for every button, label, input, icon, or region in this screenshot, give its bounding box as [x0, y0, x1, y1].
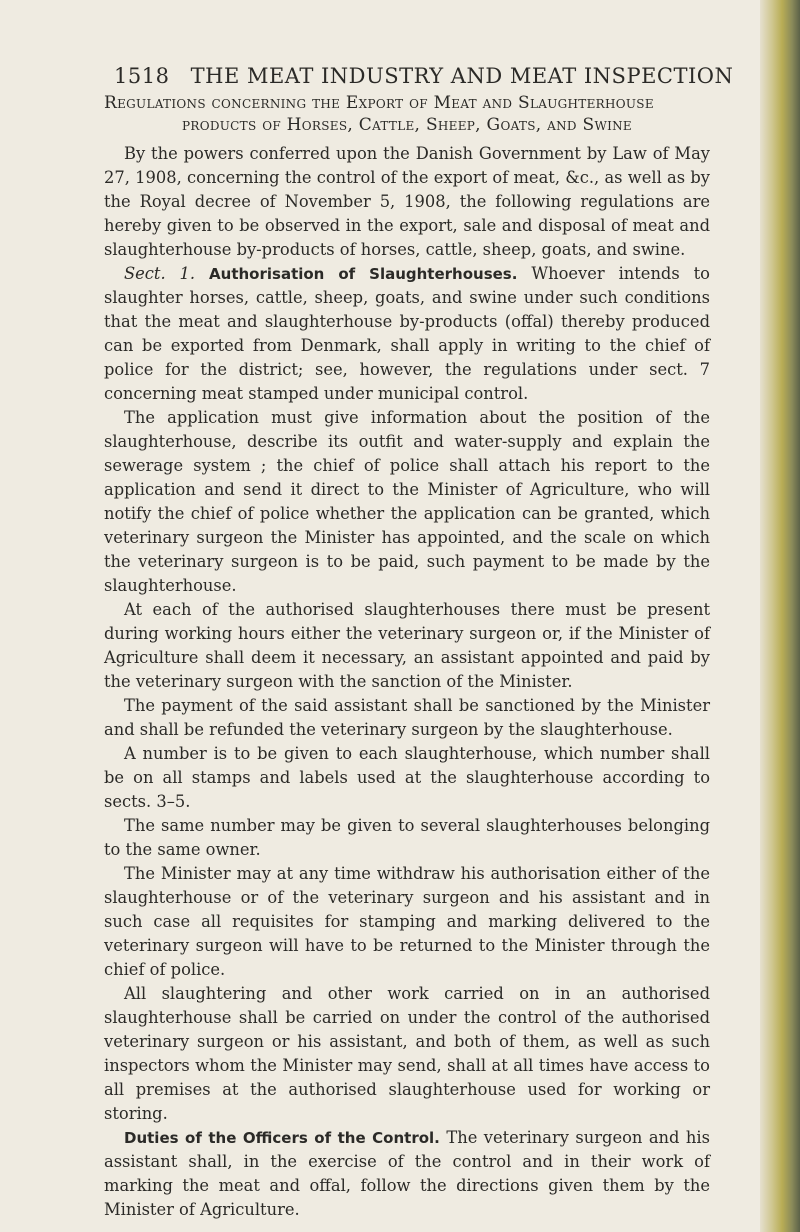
section-title-line1: Regulations concerning the Export of Meat and Slaughterhouse	[104, 93, 654, 113]
page-number: 1518	[114, 64, 170, 88]
paragraph: By the powers conferred upon the Danish Government by Law of May 27, 1908, concerning the control of the export of meat, &c., as well as by the Royal decree of November 5, 1908, the following regulations are hereby given to be observed in the export, sale and disposal of meat and slaughterhouse by-products of horses, cattle, sheep, goats, and swine.	[104, 144, 710, 259]
paragraph: The Minister may at any time withdraw his authorisation either of the slaughterhouse or of the veterinary surgeon and his assistant and in such case all requisites for stamping and marking delivered to the veterinary surgeon will have to be returned to the Minister through the chief of police.	[104, 864, 710, 979]
paragraph: At each of the authorised slaughterhouses there must be present during working hours either the veterinary surgeon or, if the Minister of Agriculture shall deem it necessary, an assistant appointed and paid by the veterinary surgeon with the sanction of the Minister.	[104, 600, 710, 691]
paragraph: The same number may be given to several slaughterhouses belonging to the same owner.	[104, 816, 710, 859]
duties-heading: Duties of the Officers of the Control.	[124, 1129, 440, 1147]
sect-heading: Authorisation of Slaughterhouses.	[209, 265, 518, 283]
page-edge-binding	[760, 0, 800, 1232]
section-title-line2: products of Horses, Cattle, Sheep, Goats, and Swine	[182, 115, 632, 135]
duties-text: The veterinary surgeon and his assistant shall, in the exercise of the control and in their work of marking the meat and offal, follow the directions given them by the Minister of Agriculture.	[104, 1128, 710, 1219]
paragraph-duties	[104, 1126, 710, 1222]
paragraph-sect-1	[104, 262, 710, 406]
sect-text: Whoever intends to slaughter horses, cattle, sheep, goats, and swine under such conditions that the meat and slaughterhouse by-products (offal) thereby produced can be exported from Denmark, shall apply in writing to the chief of police for the district; see, however, the regulations under sect. 7 concerning meat stamped under municipal control.	[104, 264, 710, 403]
section-title	[104, 92, 710, 136]
running-title: THE MEAT INDUSTRY AND MEAT INSPECTION	[190, 64, 734, 88]
paragraph: All slaughtering and other work carried on in an authorised slaughterhouse shall be carried on under the control of the authorised veterinary surgeon or his assistant, and both of them, as well as such inspectors whom the Minister may send, shall at all times have access to all premises at the authorised slaughterhouse used for working or storing.	[104, 984, 710, 1123]
page-content	[104, 92, 710, 1222]
paragraph: A number is to be given to each slaughterhouse, which number shall be on all stamps and labels used at the slaughterhouse according to sects. 3–5.	[104, 744, 710, 811]
running-header	[114, 64, 734, 88]
paragraph: The payment of the said assistant shall be sanctioned by the Minister and shall be refunded the veterinary surgeon by the slaughterhouse.	[104, 696, 710, 739]
sect-label: Sect. 1.	[124, 264, 196, 283]
paragraph: The application must give information about the position of the slaughterhouse, describe its outfit and water-supply and explain the sewerage system ; the chief of police shall attach his report to the application and send it direct to the Minister of Agriculture, who will notify the chief of police whether the application can be granted, which veterinary surgeon the Minister has appointed, and the scale on which the veterinary surgeon is to be paid, such payment to be made by the slaughterhouse.	[104, 408, 710, 595]
